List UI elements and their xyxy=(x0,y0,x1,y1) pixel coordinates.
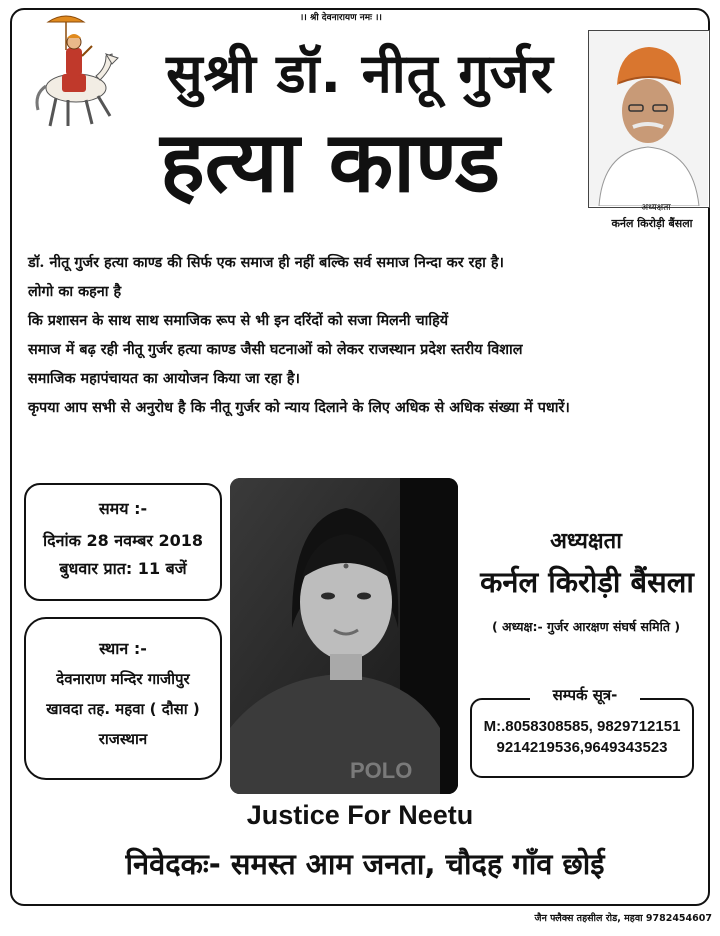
appeal-line: निवेदकः- समस्त आम जनता, चौदह गाँव छोई xyxy=(125,847,605,881)
president-caption-title: अध्यक्षता xyxy=(641,203,671,213)
place-box xyxy=(24,617,222,780)
body-line: कृपया आप सभी से अनुरोध है कि नीतू गुर्जर को न्याय दिलाने के लिए अधिक से अधिक संख्या में पधारें। xyxy=(28,398,570,416)
victim-photo xyxy=(230,478,458,794)
event-day-time: बुधवार प्रात: 11 बजें xyxy=(59,559,187,578)
event-date: दिनांक 28 नवम्बर 2018 xyxy=(42,531,204,550)
body-line: समाज में बढ़ रही नीतू गुर्जर हत्या काण्ड जैसी घटनाओं को लेकर राजस्थान प्रदेश स्तरीय विशाल xyxy=(28,340,523,358)
contact-box xyxy=(470,698,694,778)
woman-portrait-icon xyxy=(230,478,458,794)
contact-label: सम्पर्क सूत्र- xyxy=(530,685,640,705)
place-line-3: राजस्थान xyxy=(98,730,148,748)
justice-slogan: Justice For Neetu xyxy=(246,800,474,830)
president-caption-name: कर्नल किरोड़ी बैंसला xyxy=(611,217,693,230)
body-line: समाजिक महापंचायत का आयोजन किया जा रहा है। xyxy=(28,369,300,387)
body-line: डॉ. नीतू गुर्जर हत्या काण्ड की सिर्फ एक समाज ही नहीं बल्कि सर्व समाज निन्दा कर रहा है। xyxy=(28,254,504,271)
deity-horse-rider-icon xyxy=(26,10,126,132)
presidency-role: ( अध्यक्ष:- गुर्जर आरक्षण संघर्ष समिति ) xyxy=(491,619,681,634)
contact-numbers-2: 9214219536,9649343523 xyxy=(496,739,668,756)
contact-numbers-1: M:.8058308585, 9829712151 xyxy=(483,718,681,735)
body-line: लोगो का कहना है xyxy=(28,282,122,300)
printer-credit: जैन फ्लैक्स तहसील रोड, महवा 9782454607 xyxy=(534,913,712,924)
elder-portrait-icon xyxy=(589,31,708,206)
shirt-text: POLO xyxy=(350,758,413,783)
time-box xyxy=(24,483,222,601)
time-label: समय :- xyxy=(98,499,148,518)
presidency-name: कर्नल किरोड़ी बैंसला xyxy=(480,565,694,599)
body-line: कि प्रशासन के साथ साथ समाजिक रूप से भी इन दरिंदों को सजा मिलनी चाहियें xyxy=(28,311,449,329)
deity-salutation: ।। श्री देवनारायण नमः ।। xyxy=(300,13,382,23)
place-line-1: देवनाराण मन्दिर गाजीपुर xyxy=(56,670,190,688)
place-line-2: खावदा तह. महवा ( दौसा ) xyxy=(46,700,200,718)
body-text xyxy=(28,254,698,427)
title-incident: हत्या काण्ड xyxy=(160,113,500,211)
title-name: सुश्री डॉ. नीतू गुर्जर xyxy=(166,42,554,105)
president-photo xyxy=(588,30,710,208)
presidency-label: अध्यक्षता xyxy=(550,529,622,554)
place-label: स्थान :- xyxy=(99,639,147,658)
